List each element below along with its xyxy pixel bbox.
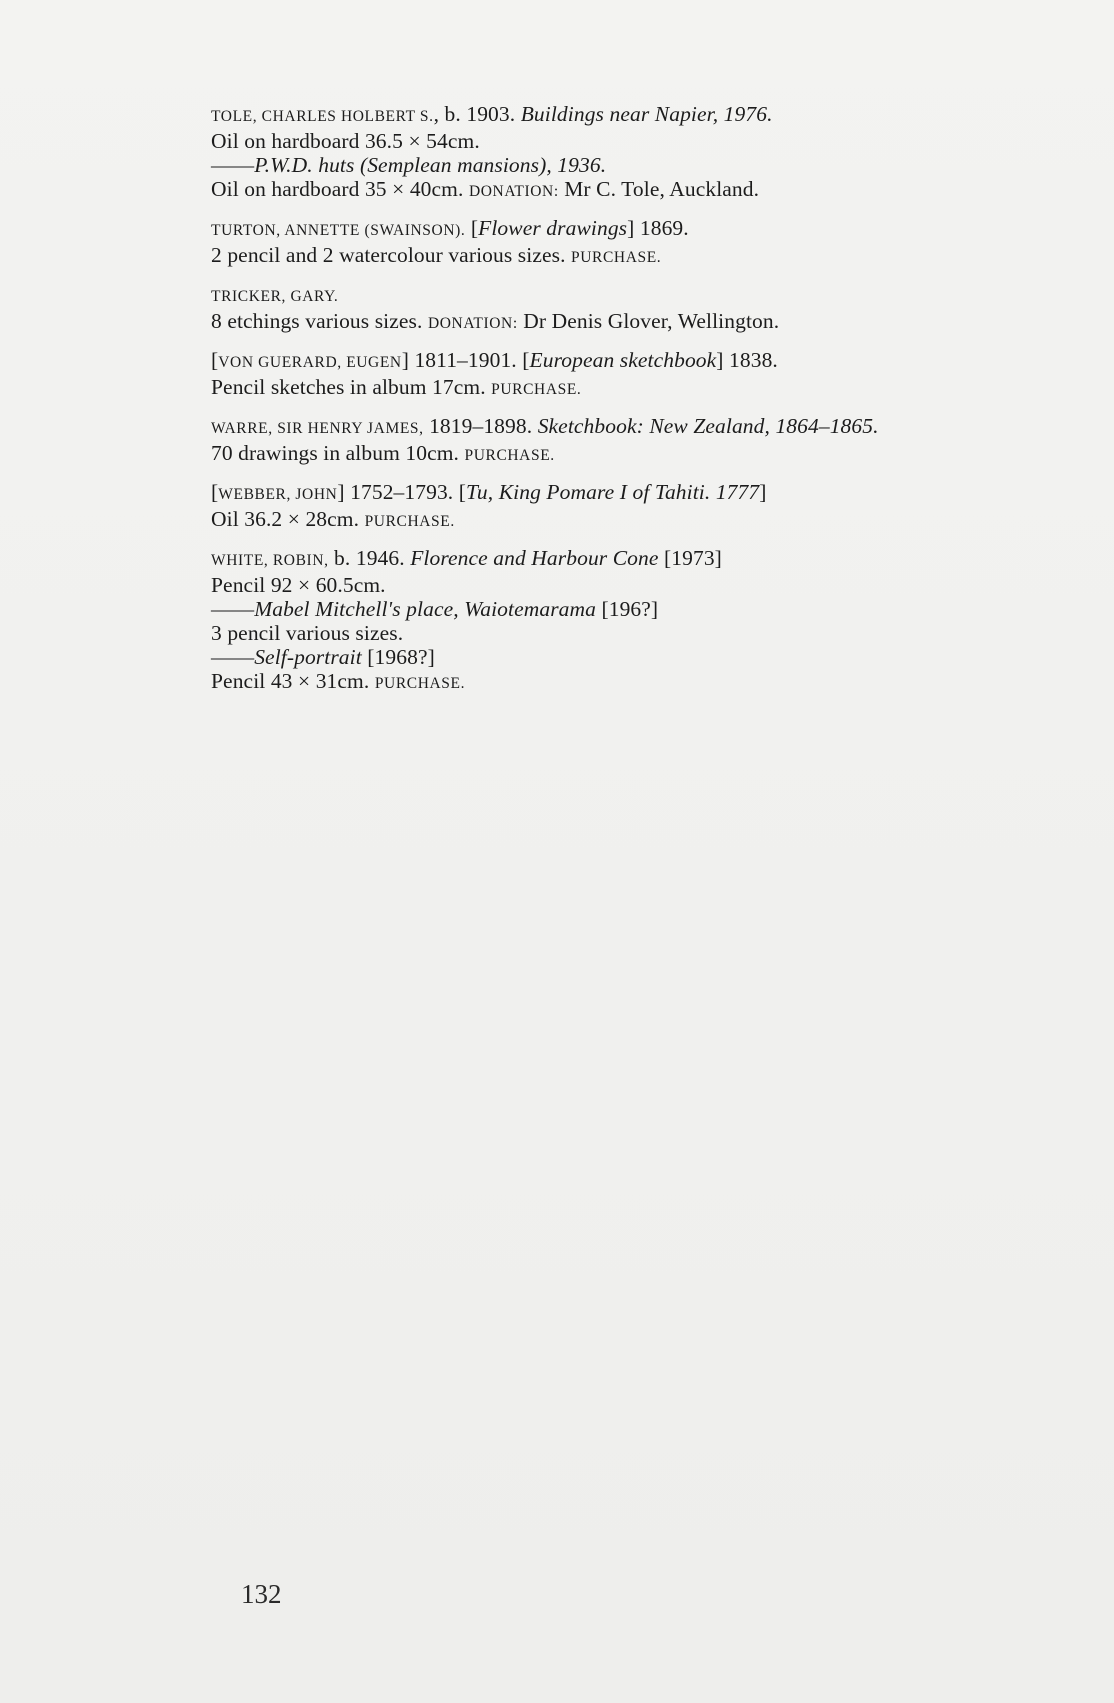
medium-size: Pencil 43 × 31cm.	[211, 669, 375, 693]
acquisition-type: PURCHASE.	[571, 249, 662, 266]
medium-size: Oil 36.2 × 28cm.	[211, 507, 365, 531]
catalogue-entries	[211, 102, 1031, 708]
ditto-dash: ——	[211, 597, 255, 621]
page-number: 132	[241, 1579, 282, 1609]
artist-name: TURTON, ANNETTE (SWAINSON).	[211, 222, 466, 239]
work-title: Sketchbook: New Zealand, 1864–1865.	[537, 414, 879, 438]
donor: Dr Denis Glover, Wellington.	[517, 309, 780, 333]
acquisition-type: PURCHASE.	[491, 381, 582, 398]
artist-dates: ] 1811–1901. [	[401, 348, 530, 372]
work-title: Buildings near Napier, 1976.	[520, 102, 773, 126]
medium-size: 70 drawings in album 10cm.	[211, 441, 465, 465]
artist-name: WHITE, ROBIN,	[211, 552, 329, 569]
catalogue-entry-von-guerard	[211, 348, 1031, 402]
work-details	[211, 243, 1031, 270]
work-heading	[211, 153, 1031, 177]
work-details: 3 pencil various sizes.	[211, 621, 404, 645]
work-title: Tu, King Pomare I of Tahiti. 1777	[466, 480, 760, 504]
work-title: European sketchbook	[529, 348, 717, 372]
catalogue-entry-tricker	[211, 282, 1031, 336]
acquisition-type: DONATION:	[468, 183, 559, 200]
entry-heading	[211, 216, 1031, 243]
work-details	[211, 441, 1031, 468]
catalogue-entry-white	[211, 546, 1031, 696]
work-details: Oil on hardboard 36.5 × 54cm.	[211, 129, 480, 153]
entry-heading	[211, 480, 1031, 507]
work-heading	[211, 597, 1031, 621]
artist-name: TRICKER, GARY.	[211, 288, 339, 305]
bracket-open: [	[211, 480, 219, 504]
work-title: Flower drawings	[478, 216, 628, 240]
work-details: Pencil 92 × 60.5cm.	[211, 573, 386, 597]
bracket-open: [	[211, 348, 219, 372]
acquisition-type: DONATION:	[427, 315, 518, 332]
medium-size: 2 pencil and 2 watercolour various sizes.	[211, 243, 572, 267]
ditto-dash: ——	[211, 645, 255, 669]
medium-size: Oil on hardboard 35 × 40cm.	[211, 177, 469, 201]
catalogue-entry-tole	[211, 102, 1031, 204]
catalogue-entry-webber	[211, 480, 1031, 534]
catalogue-entry-warre	[211, 414, 1031, 468]
work-date: [1968?]	[361, 645, 435, 669]
work-title: P.W.D. huts (Semplean mansions), 1936.	[254, 153, 607, 177]
work-date: ] 1838.	[716, 348, 778, 372]
donor: Mr C. Tole, Auckland.	[558, 177, 760, 201]
entry-heading	[211, 282, 1031, 309]
ditto-dash: ——	[211, 153, 255, 177]
work-title: Self-portrait	[254, 645, 362, 669]
medium-size: 8 etchings various sizes.	[211, 309, 428, 333]
work-details	[211, 375, 1031, 402]
artist-name: TOLE, CHARLES HOLBERT S.	[211, 108, 434, 125]
artist-name: VON GUERARD, EUGEN	[218, 354, 402, 371]
artist-dates: ] 1752–1793. [	[337, 480, 467, 504]
work-details	[211, 507, 1031, 534]
work-details	[211, 309, 1031, 336]
artist-name: WEBBER, JOHN	[218, 486, 338, 503]
medium-size: Pencil sketches in album 17cm.	[211, 375, 492, 399]
work-heading	[211, 645, 1031, 669]
work-date: ] 1869.	[627, 216, 689, 240]
work-date: [196?]	[596, 597, 659, 621]
artist-dates: , b. 1903.	[433, 102, 521, 126]
entry-heading	[211, 546, 1031, 573]
work-date: [1973]	[658, 546, 722, 570]
bracket-close: ]	[759, 480, 767, 504]
work-details	[211, 177, 1031, 204]
work-title: Florence and Harbour Cone	[410, 546, 659, 570]
artist-dates: b. 1946.	[328, 546, 411, 570]
artist-name: WARRE, SIR HENRY JAMES,	[211, 420, 424, 437]
work-details	[211, 669, 1031, 696]
catalogue-entry-turton	[211, 216, 1031, 270]
acquisition-type: PURCHASE.	[464, 447, 555, 464]
work-title: Mabel Mitchell's place, Waiotemarama	[254, 597, 596, 621]
entry-heading	[211, 414, 1031, 441]
entry-heading	[211, 348, 1031, 375]
entry-heading	[211, 102, 1031, 129]
bracket-open: [	[465, 216, 479, 240]
acquisition-type: PURCHASE.	[374, 675, 466, 692]
artist-dates: 1819–1898.	[423, 414, 538, 438]
acquisition-type: PURCHASE.	[364, 513, 455, 530]
